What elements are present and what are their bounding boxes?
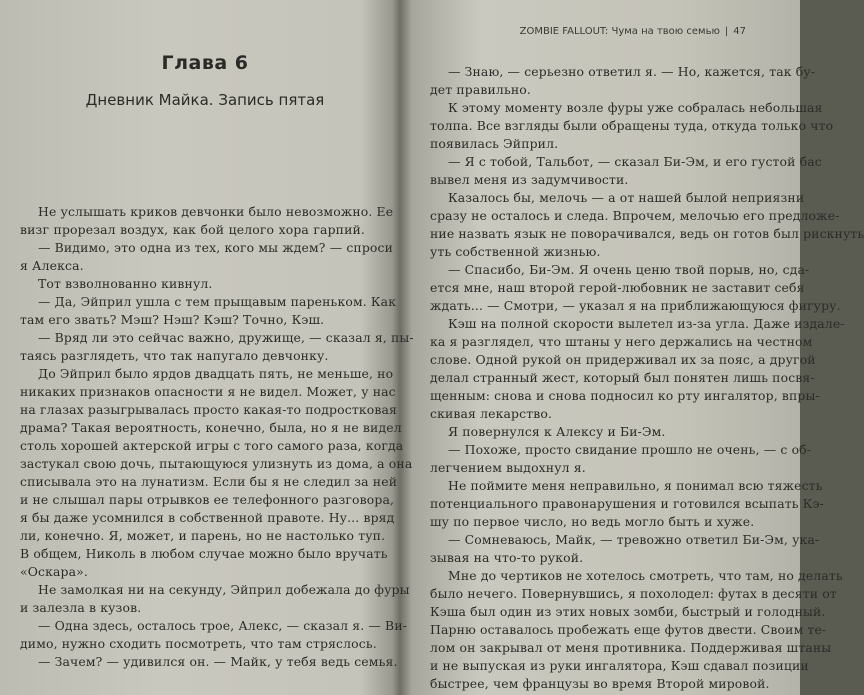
text-line: уть собственной жизнью. bbox=[430, 244, 601, 259]
text-line: димо, нужно сходить посмотреть, что там стряслось. bbox=[20, 636, 377, 651]
text-line: Казалось бы, мелочь — а от нашей былой неприязни bbox=[448, 190, 805, 205]
text-line: быстрее, чем французы во время Второй мировой. bbox=[430, 676, 770, 691]
text-line: — Сомневаюсь, Майк, — тревожно ответил Би-Эм, ука- bbox=[448, 532, 820, 547]
text-line: ли, конечно. Я, может, и парень, но не настолько туп. bbox=[20, 528, 386, 543]
text-line: — Знаю, — серьезно ответил я. — Но, кажется, так бу- bbox=[448, 64, 816, 79]
right-page bbox=[404, 0, 864, 695]
text-line: — Да, Эйприл ушла с тем прыщавым пареньком. Как bbox=[38, 294, 397, 309]
text-line: столь хорошей актерской игры с того самого раза, когда bbox=[20, 438, 404, 453]
text-line: было нечего. Повернувшись, я похолодел: футах в десяти от bbox=[430, 586, 837, 601]
text-line: ется мне, наш второй герой-любовник не заставит себя bbox=[430, 280, 805, 295]
text-line: шу по первое число, но ведь могло быть и хуже. bbox=[430, 514, 755, 529]
text-line: ка я разглядел, что штаны у него держались на честном bbox=[430, 334, 813, 349]
text-line: щенным: снова и снова подносил ко рту ингалятор, впры- bbox=[430, 388, 820, 403]
text-line: «Оскара». bbox=[20, 564, 88, 579]
text-line: и не слышал пары отрывков ее телефонного разговора, bbox=[20, 492, 395, 507]
chapter-title: Глава 6 bbox=[161, 52, 249, 74]
left-page bbox=[0, 0, 414, 695]
text-line: ние назвать язык не поворачивался, ведь он готов был рискнуть bbox=[430, 226, 864, 241]
text-line: Тот взволнованно кивнул. bbox=[38, 276, 213, 291]
text-line: и залезла в кузов. bbox=[20, 600, 142, 615]
text-line: — Я с тобой, Тальбот, — сказал Би-Эм, и его густой бас bbox=[448, 154, 822, 169]
text-line: До Эйприл было ярдов двадцать пять, не меньше, но bbox=[38, 366, 394, 381]
text-line: — Вряд ли это сейчас важно, дружище, — сказал я, пы- bbox=[38, 330, 414, 345]
text-line: легчением выдохнул я. bbox=[430, 460, 586, 475]
text-line: В общем, Николь в любом случае можно было вручать bbox=[20, 546, 388, 561]
text-line: — Спасибо, Би-Эм. Я очень ценю твой порыв, но, сда- bbox=[448, 262, 810, 277]
text-line: дет правильно. bbox=[430, 82, 531, 97]
text-line: визг прорезал воздух, как бой целого хора гарпий. bbox=[20, 222, 365, 237]
text-line: драма? Такая вероятность, конечно, была, но я не видел bbox=[20, 420, 402, 435]
text-line: К этому моменту возле фуры уже собралась небольшая bbox=[448, 100, 823, 115]
text-line: скивая лекарство. bbox=[430, 406, 553, 421]
text-line: на глазах разыгрывалась просто какая-то подростковая bbox=[20, 402, 397, 417]
text-line: я бы даже усомнился в собственной правоте. Ну... вряд bbox=[20, 510, 395, 525]
text-line: вывел меня из задумчивости. bbox=[430, 172, 629, 187]
text-line: я Алекса. bbox=[20, 258, 84, 273]
text-line: Кэша был один из этих новых зомби, быстрый и голодный. bbox=[430, 604, 826, 619]
text-line: — Похоже, просто свидание прошло не очень, — с об- bbox=[448, 442, 812, 457]
text-line: лом он закрывал от меня противника. Поддерживая штаны bbox=[430, 640, 832, 655]
text-line: сразу не осталось и следа. Впрочем, мелочью его предложе- bbox=[430, 208, 840, 223]
text-line: списывала это на лунатизм. Если бы я не следил за ней bbox=[20, 474, 398, 489]
text-line: Я повернулся к Алексу и Би-Эм. bbox=[448, 424, 666, 439]
text-line: там его звать? Мэш? Нэш? Кэш? Точно, Кэш. bbox=[20, 312, 325, 327]
text-line: — Одна здесь, осталось трое, Алекс, — сказал я. — Ви- bbox=[38, 618, 408, 633]
text-line: и не выпуская из руки ингалятора, Кэш сдавал позиции bbox=[430, 658, 809, 673]
text-line: Кэш на полной скорости вылетел из-за угла. Даже издале- bbox=[448, 316, 845, 331]
running-head-separator: | bbox=[724, 26, 729, 37]
text-line: Не услышать криков девчонки было невозможно. Ее bbox=[38, 204, 394, 219]
text-line: Мне до чертиков не хотелось смотреть, что там, но делать bbox=[448, 568, 843, 583]
text-line: — Зачем? — удивился он. — Майк, у тебя ведь семья. bbox=[38, 654, 398, 669]
text-line: толпа. Все взгляды были обращены туда, откуда только что bbox=[430, 118, 834, 133]
text-line: появилась Эйприл. bbox=[430, 136, 559, 151]
text-line: Не замолкая ни на секунду, Эйприл добежала до фуры bbox=[38, 582, 410, 597]
text-line: слове. Одной рукой он придерживал их за пояс, а другой bbox=[430, 352, 816, 367]
text-line: Парню оставалось пробежать еще футов двести. Своим те- bbox=[430, 622, 827, 637]
running-head bbox=[520, 26, 746, 37]
page-number: 47 bbox=[733, 26, 746, 37]
text-line: зывая на что-то рукой. bbox=[430, 550, 584, 565]
text-line: делал странный жест, который был понятен лишь посвя- bbox=[430, 370, 815, 385]
running-head-title: ZOMBIE FALLOUT: Чума на твою семью bbox=[519, 26, 720, 37]
text-line: таясь разглядеть, что так напугало девчонку. bbox=[20, 348, 329, 363]
text-line: — Видимо, это одна из тех, кого мы ждем? — спроси bbox=[38, 240, 394, 255]
text-line: потенциального правонарушения и готовился всыпать Кэ- bbox=[430, 496, 824, 511]
text-line: Не поймите меня неправильно, я понимал всю тяжесть bbox=[448, 478, 823, 493]
text-line: застукал свою дочь, пытающуюся улизнуть из дома, а она bbox=[20, 456, 413, 471]
text-line: ждать... — Смотри, — указал я на приближающуюся фигуру. bbox=[430, 298, 841, 313]
text-line: никаких признаков опасности я не видел. Может, у нас bbox=[20, 384, 396, 399]
entry-title: Дневник Майка. Запись пятая bbox=[85, 91, 325, 109]
